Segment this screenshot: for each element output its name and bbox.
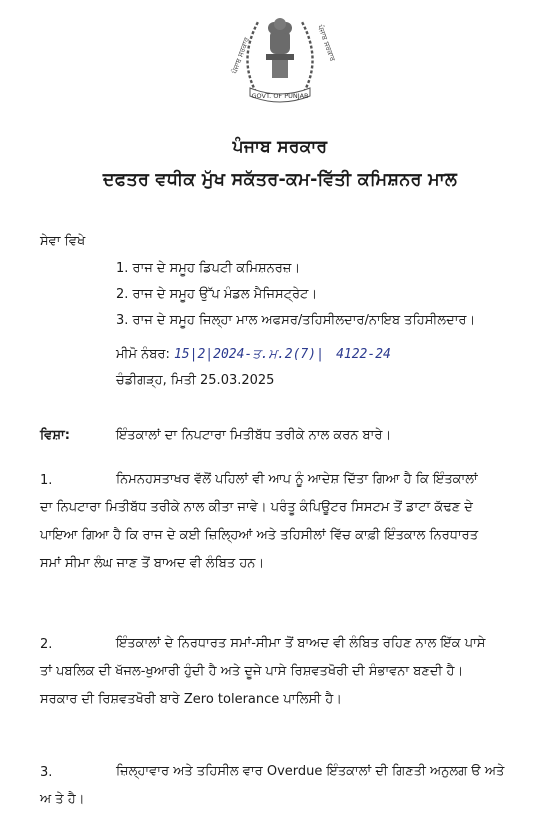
paragraph-number: 3.	[40, 765, 53, 780]
emblem-left-text: ਪੰਜਾਬ ਸਰਕਾਰ	[230, 36, 251, 75]
paragraph-line: ਤਾਂ ਪਬਲਿਕ ਦੀ ਖੱਜਲ-ਖੁਆਰੀ ਹੁੰਦੀ ਹੈ ਅਤੇ ਦੂਜੇ ਪਾਸੇ ਰਿਸ਼ਵਤਖੋਰੀ ਦੀ ਸੰਭਾਵਨਾ ਬਣਦੀ ਹੈ।	[40, 664, 464, 679]
paragraph-line: ਸਮਾਂ ਸੀਮਾ ਲੰਘ ਜਾਣ ਤੋਂ ਬਾਅਦ ਵੀ ਲੰਬਿਤ ਹਨ।	[40, 556, 265, 571]
place-date: ਚੰਡੀਗੜ੍ਹ, ਮਿਤੀ 25.03.2025	[116, 373, 275, 388]
memo-line	[116, 347, 391, 362]
paragraph-2	[40, 630, 514, 714]
addressee-item: 3. ਰਾਜ ਦੇ ਸਮੂਹ ਜਿਲ੍ਹਾ ਮਾਲ ਅਫਸਰ/ਤਹਿਸੀਲਦਾਰ/ਨਾਇਬ ਤਹਿਸੀਲਦਾਰ।	[116, 313, 476, 328]
paragraph-line: ਸਰਕਾਰ ਦੀ ਰਿਸ਼ਵਤਖੋਰੀ ਬਾਰੇ Zero tolerance ਪਾਲਿਸੀ ਹੈ।	[40, 692, 342, 707]
paragraph-number: 2.	[40, 637, 53, 652]
emblem-ribbon-text: GOVT. OF PUNJAB	[251, 92, 309, 100]
subject-label: ਵਿਸ਼ਾ:	[40, 428, 70, 443]
addressee-intro: ਸੇਵਾ ਵਿਖੇ	[40, 234, 86, 249]
paragraph-line: ਪਾਇਆ ਗਿਆ ਹੈ ਕਿ ਰਾਜ ਦੇ ਕਈ ਜ਼ਿਲ੍ਹਿਆਂ ਅਤੇ ਤਹਿਸੀਲਾਂ ਵਿੱਚ ਕਾਫ਼ੀ ਇੰਤਕਾਲ ਨਿਰਧਾਰਤ	[40, 528, 479, 543]
paragraph-line: ਦਾ ਨਿਪਟਾਰਾ ਮਿਤੀਬੱਧ ਤਰੀਕੇ ਨਾਲ ਕੀਤਾ ਜਾਵੇ। ਪਰੰਤੂ ਕੰਪਿਊਟਰ ਸਿਸਟਮ ਤੋਂ ਡਾਟਾ ਕੱਢਣ ਦੇ	[40, 500, 473, 515]
paragraph-1	[40, 466, 514, 578]
addressee-item: 2. ਰਾਜ ਦੇ ਸਮੂਹ ਉੱਪ ਮੰਡਲ ਮੈਜਿਸਟ੍ਰੇਟ।	[116, 287, 318, 302]
memo-number: 15|2|2024-ਤ.ਮ.2(7)|	[173, 347, 324, 362]
memo-handwritten: 4122-24	[336, 347, 391, 362]
paragraph-number: 1.	[40, 473, 53, 488]
memo-label: ਮੀਮੋ ਨੰਬਰ:	[116, 347, 170, 362]
addressee-item: 1. ਰਾਜ ਦੇ ਸਮੂਹ ਡਿਪਟੀ ਕਮਿਸ਼ਨਰਜ਼।	[116, 261, 301, 276]
emblem-right-text: ਪੰਜਾਬ ਸਰਕਾਰ	[316, 23, 337, 63]
paragraph-line: ਅ ਤੇ ਹੈ।	[40, 792, 85, 807]
paragraph-3	[40, 758, 514, 814]
subject-text: ਇੰਤਕਾਲਾਂ ਦਾ ਨਿਪਟਾਰਾ ਮਿਤੀਬੱਧ ਤਰੀਕੇ ਨਾਲ ਕਰਨ ਬਾਰੇ।	[116, 428, 392, 443]
paragraph-line: ਨਿਮਨਹਸਤਾਖਰ ਵੱਲੋਂ ਪਹਿਲਾਂ ਵੀ ਆਪ ਨੂੰ ਆਦੇਸ਼ ਦਿੱਤਾ ਗਿਆ ਹੈ ਕਿ ਇੰਤਕਾਲਾਂ	[116, 472, 478, 487]
government-title: ਪੰਜਾਬ ਸਰਕਾਰ	[232, 137, 328, 157]
paragraph-line: ਜ਼ਿਲ੍ਹਾਵਾਰ ਅਤੇ ਤਹਿਸੀਲ ਵਾਰ Overdue ਇੰਤਕਾਲਾਂ ਦੀ ਗਿਣਤੀ ਅਨੁਲਗ ੳ ਅਤੇ	[116, 764, 505, 779]
punjab-emblem-icon	[226, 4, 337, 108]
paragraph-line: ਇੰਤਕਾਲਾਂ ਦੇ ਨਿਰਧਾਰਤ ਸਮਾਂ-ਸੀਮਾ ਤੋਂ ਬਾਅਦ ਵੀ ਲੰਬਿਤ ਰਹਿਣ ਨਾਲ ਇੱਕ ਪਾਸੇ	[116, 636, 486, 651]
office-title: ਦਫਤਰ ਵਧੀਕ ਮੁੱਖ ਸਕੱਤਰ-ਕਮ-ਵਿੱਤੀ ਕਮਿਸ਼ਨਰ ਮਾਲ	[102, 170, 458, 190]
